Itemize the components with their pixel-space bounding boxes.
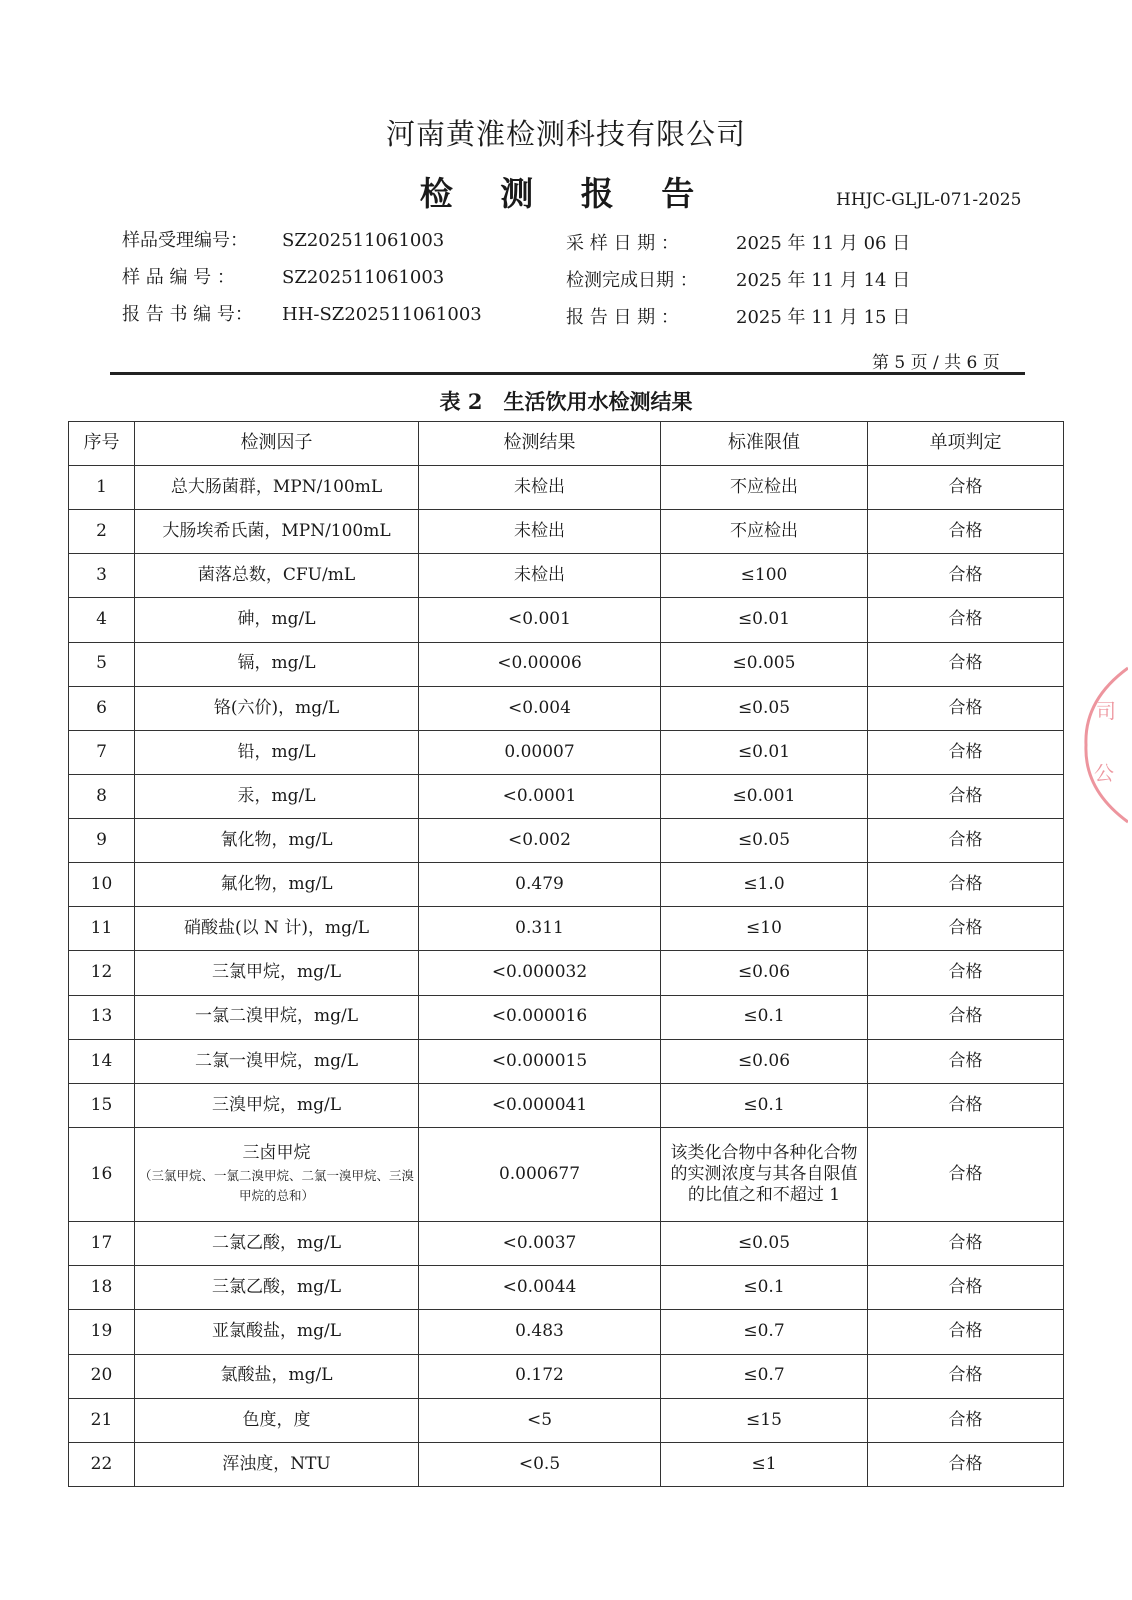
- meta-label: 样 品 编 号 ：: [122, 267, 235, 288]
- table-row: [69, 510, 1064, 554]
- cell-limit: ≤0.06: [661, 1039, 868, 1083]
- col-header-verdict: 单项判定: [868, 422, 1064, 466]
- table-row: [69, 1354, 1064, 1398]
- cell-verdict: 合格: [868, 554, 1064, 598]
- cell-factor: 亚氯酸盐，mg/L: [135, 1310, 419, 1354]
- header-divider: [110, 372, 1025, 375]
- cell-verdict: 合格: [868, 1354, 1064, 1398]
- table-row: [69, 1127, 1064, 1221]
- cell-verdict: 合格: [868, 819, 1064, 863]
- cell-verdict: 合格: [868, 907, 1064, 951]
- meta-label: 报 告 书 编 号：: [122, 304, 253, 325]
- cell-result: 未检出: [419, 466, 661, 510]
- cell-result: <0.000015: [419, 1039, 661, 1083]
- meta-sample-no: [122, 263, 444, 289]
- cell-verdict: 合格: [868, 1222, 1064, 1266]
- cell-result: <0.0044: [419, 1266, 661, 1310]
- cell-factor: 铅，mg/L: [135, 730, 419, 774]
- cell-result: <0.001: [419, 598, 661, 642]
- cell-limit: 该类化合物中各种化合物的实测浓度与其各自限值的比值之和不超过 1: [661, 1127, 868, 1221]
- table-row: [69, 819, 1064, 863]
- cell-limit: 不应检出: [661, 510, 868, 554]
- cell-factor: 氯酸盐，mg/L: [135, 1354, 419, 1398]
- document-code: HHJC-GLJL-071-2025: [836, 190, 1022, 210]
- cell-result: 0.172: [419, 1354, 661, 1398]
- cell-limit: ≤0.05: [661, 1222, 868, 1266]
- cell-limit: 不应检出: [661, 466, 868, 510]
- col-header-factor: 检测因子: [135, 422, 419, 466]
- cell-no: 2: [69, 510, 135, 554]
- meta-label: 样品受理编号：: [122, 230, 248, 251]
- cell-verdict: 合格: [868, 1442, 1064, 1486]
- cell-no: 6: [69, 686, 135, 730]
- cell-no: 19: [69, 1310, 135, 1354]
- cell-no: 4: [69, 598, 135, 642]
- table-caption: 表 2 生活饮用水检测结果: [439, 389, 693, 414]
- cell-limit: ≤100: [661, 554, 868, 598]
- cell-verdict: 合格: [868, 995, 1064, 1039]
- meta-value: SZ202511061003: [282, 267, 445, 288]
- cell-factor: 汞，mg/L: [135, 774, 419, 818]
- cell-verdict: 合格: [868, 774, 1064, 818]
- table-row: [69, 774, 1064, 818]
- meta-test-complete-date: [566, 266, 910, 292]
- meta-sample-accept-no: [122, 226, 444, 252]
- cell-verdict: 合格: [868, 1083, 1064, 1127]
- cell-limit: ≤0.06: [661, 951, 868, 995]
- cell-factor: 大肠埃希氏菌，MPN/100mL: [135, 510, 419, 554]
- company-name: 河南黄淮检测科技有限公司: [385, 117, 746, 151]
- cell-factor: 色度，度: [135, 1398, 419, 1442]
- meta-report-no: [122, 300, 482, 326]
- meta-value: SZ202511061003: [282, 230, 445, 251]
- cell-no: 11: [69, 907, 135, 951]
- svg-text:司: 司: [1096, 699, 1116, 723]
- seal-stamp-icon: [1082, 660, 1128, 830]
- cell-factor: 镉，mg/L: [135, 642, 419, 686]
- table-row: [69, 642, 1064, 686]
- table-header-row: [69, 422, 1064, 466]
- page-number: 第 5 页 / 共 6 页: [872, 353, 1000, 373]
- cell-result: 0.483: [419, 1310, 661, 1354]
- seal-ring: [1086, 668, 1128, 822]
- table-row: [69, 686, 1064, 730]
- cell-limit: ≤0.01: [661, 730, 868, 774]
- cell-no: 10: [69, 863, 135, 907]
- cell-result: <0.5: [419, 1442, 661, 1486]
- cell-verdict: 合格: [868, 510, 1064, 554]
- cell-verdict: 合格: [868, 863, 1064, 907]
- table-row: [69, 1083, 1064, 1127]
- cell-verdict: 合格: [868, 1127, 1064, 1221]
- cell-factor: 菌落总数，CFU/mL: [135, 554, 419, 598]
- cell-result: <0.0037: [419, 1222, 661, 1266]
- meta-value: 2025 年 11 月 06 日: [736, 233, 911, 254]
- col-header-result: 检测结果: [419, 422, 661, 466]
- cell-no: 16: [69, 1127, 135, 1221]
- cell-no: 13: [69, 995, 135, 1039]
- table-row: [69, 907, 1064, 951]
- cell-no: 12: [69, 951, 135, 995]
- cell-limit: ≤1.0: [661, 863, 868, 907]
- cell-limit: ≤1: [661, 1442, 868, 1486]
- cell-factor: 二氯乙酸，mg/L: [135, 1222, 419, 1266]
- cell-limit: ≤0.1: [661, 995, 868, 1039]
- cell-limit: ≤0.001: [661, 774, 868, 818]
- cell-limit: ≤10: [661, 907, 868, 951]
- cell-limit: ≤0.1: [661, 1083, 868, 1127]
- cell-verdict: 合格: [868, 1266, 1064, 1310]
- cell-result: <0.00006: [419, 642, 661, 686]
- cell-result: <0.000016: [419, 995, 661, 1039]
- table-row: [69, 1398, 1064, 1442]
- cell-result: 0.311: [419, 907, 661, 951]
- cell-limit: ≤0.1: [661, 1266, 868, 1310]
- cell-limit: ≤0.05: [661, 819, 868, 863]
- svg-text:公: 公: [1094, 761, 1114, 785]
- cell-no: 3: [69, 554, 135, 598]
- cell-limit: ≤0.7: [661, 1354, 868, 1398]
- cell-factor: 铬(六价)，mg/L: [135, 686, 419, 730]
- meta-value: 2025 年 11 月 15 日: [736, 307, 911, 328]
- cell-limit: ≤0.05: [661, 686, 868, 730]
- cell-no: 21: [69, 1398, 135, 1442]
- cell-verdict: 合格: [868, 686, 1064, 730]
- meta-sampling-date: [566, 229, 910, 255]
- cell-factor: 硝酸盐(以 N 计)，mg/L: [135, 907, 419, 951]
- cell-no: 17: [69, 1222, 135, 1266]
- cell-factor: 二氯一溴甲烷，mg/L: [135, 1039, 419, 1083]
- cell-no: 22: [69, 1442, 135, 1486]
- cell-factor: [135, 1127, 419, 1221]
- table-row: [69, 598, 1064, 642]
- table-row: [69, 1039, 1064, 1083]
- cell-result: 0.000677: [419, 1127, 661, 1221]
- cell-limit: ≤0.01: [661, 598, 868, 642]
- cell-verdict: 合格: [868, 1039, 1064, 1083]
- cell-verdict: 合格: [868, 598, 1064, 642]
- cell-result: <0.004: [419, 686, 661, 730]
- cell-verdict: 合格: [868, 1310, 1064, 1354]
- table-row: [69, 1310, 1064, 1354]
- cell-result: <5: [419, 1398, 661, 1442]
- cell-verdict: 合格: [868, 1398, 1064, 1442]
- cell-factor: 三溴甲烷，mg/L: [135, 1083, 419, 1127]
- cell-factor: 浑浊度，NTU: [135, 1442, 419, 1486]
- cell-result: 0.00007: [419, 730, 661, 774]
- table-row: [69, 863, 1064, 907]
- meta-label: 检测完成日期 ：: [566, 270, 698, 291]
- cell-limit: ≤0.005: [661, 642, 868, 686]
- meta-value: 2025 年 11 月 14 日: [736, 270, 911, 291]
- meta-value: HH-SZ202511061003: [282, 304, 482, 325]
- cell-no: 9: [69, 819, 135, 863]
- cell-verdict: 合格: [868, 730, 1064, 774]
- cell-result: 未检出: [419, 510, 661, 554]
- cell-no: 20: [69, 1354, 135, 1398]
- cell-limit: ≤0.7: [661, 1310, 868, 1354]
- cell-verdict: 合格: [868, 466, 1064, 510]
- col-header-no: 序号: [69, 422, 135, 466]
- cell-no: 7: [69, 730, 135, 774]
- cell-result: <0.002: [419, 819, 661, 863]
- meta-label: 采 样 日 期 ：: [566, 233, 679, 254]
- cell-no: 1: [69, 466, 135, 510]
- table-row: [69, 1266, 1064, 1310]
- cell-factor-note: （三氯甲烷、一氯二溴甲烷、二氯一溴甲烷、三溴甲烷的总和）: [139, 1168, 415, 1204]
- report-title: 检 测 报 告: [419, 174, 713, 213]
- results-table: [68, 421, 1064, 1487]
- cell-no: 5: [69, 642, 135, 686]
- meta-label: 报 告 日 期 ：: [566, 307, 679, 328]
- table-row: [69, 730, 1064, 774]
- table-row: [69, 466, 1064, 510]
- cell-factor: 三氯甲烷，mg/L: [135, 951, 419, 995]
- cell-no: 15: [69, 1083, 135, 1127]
- cell-limit: ≤15: [661, 1398, 868, 1442]
- cell-factor: 氰化物，mg/L: [135, 819, 419, 863]
- cell-verdict: 合格: [868, 642, 1064, 686]
- cell-factor-main: 三卤甲烷: [242, 1142, 311, 1163]
- table-row: [69, 1442, 1064, 1486]
- cell-result: 未检出: [419, 554, 661, 598]
- cell-factor: 三氯乙酸，mg/L: [135, 1266, 419, 1310]
- cell-no: 18: [69, 1266, 135, 1310]
- table-row: [69, 951, 1064, 995]
- col-header-limit: 标准限值: [661, 422, 868, 466]
- cell-result: 0.479: [419, 863, 661, 907]
- cell-result: <0.000041: [419, 1083, 661, 1127]
- cell-result: <0.000032: [419, 951, 661, 995]
- cell-factor: 总大肠菌群，MPN/100mL: [135, 466, 419, 510]
- cell-factor: 一氯二溴甲烷，mg/L: [135, 995, 419, 1039]
- cell-no: 14: [69, 1039, 135, 1083]
- cell-factor: 氟化物，mg/L: [135, 863, 419, 907]
- meta-report-date: [566, 303, 910, 329]
- cell-verdict: 合格: [868, 951, 1064, 995]
- table-row: [69, 554, 1064, 598]
- cell-no: 8: [69, 774, 135, 818]
- table-row: [69, 995, 1064, 1039]
- table-row: [69, 1222, 1064, 1266]
- cell-result: <0.0001: [419, 774, 661, 818]
- cell-factor: 砷，mg/L: [135, 598, 419, 642]
